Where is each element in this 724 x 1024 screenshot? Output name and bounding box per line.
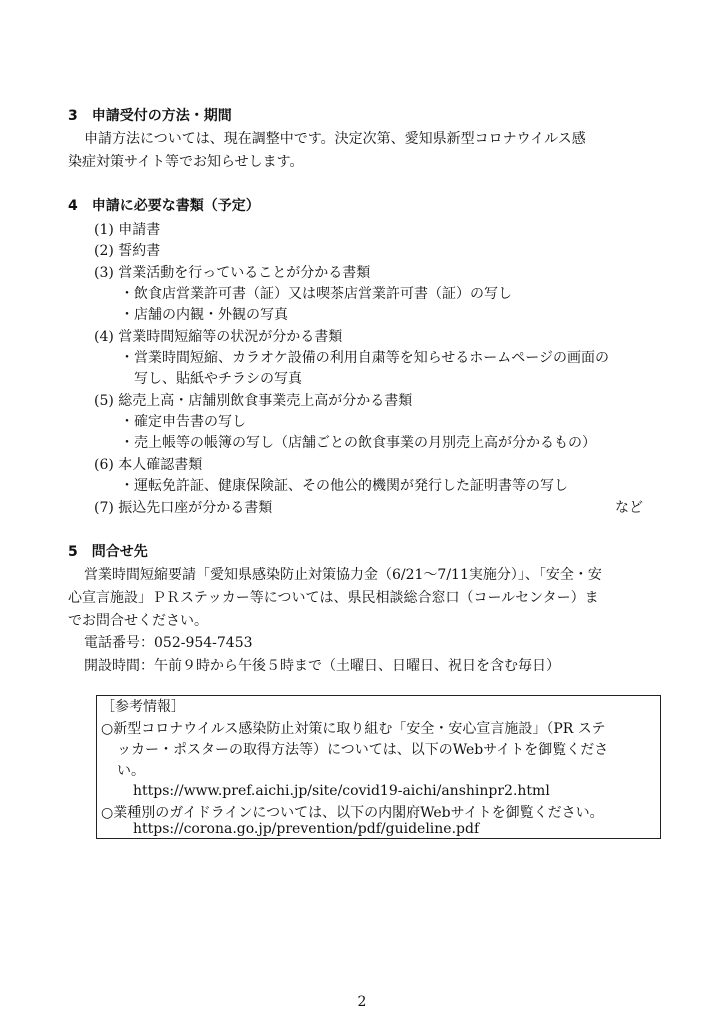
reference-item1-url[interactable]: https://www.pref.aichi.jp/site/covid19-aichi/anshinpr2.html [133, 783, 550, 799]
section4-item7: (7) 振込先口座が分かる書類 [94, 500, 273, 516]
reference-item2-line1: ○業種別のガイドラインについては、以下の内閣府Webサイトを御覧ください。 [101, 805, 604, 821]
section4-item7-suffix: など [615, 500, 643, 516]
section3-body-line1: 申請方法については、現在調整中です。決定次第、愛知県新型コロナウイルス感 [84, 131, 586, 147]
section4-item3-sub1: ・飲食店営業許可書（証）又は喫茶店営業許可書（証）の写し [120, 286, 512, 302]
reference-item1-line2: ッカー・ポスターの取得方法等）については、以下のWebサイトを御覧くださ [117, 742, 609, 758]
section4-item5-sub1: ・確定申告書の写し [120, 414, 246, 430]
section4-item4-sub1-line1: ・営業時間短縮、カラオケ設備の利用自粛等を知らせるホームページの画面の [120, 350, 610, 366]
section4-item6-sub1: ・運転免許証、健康保険証、その他公的機関が発行した証明書等の写し [120, 478, 568, 494]
reference-item1-line3: い。 [117, 763, 145, 779]
section4-item1: (1) 申請書 [94, 222, 161, 238]
page-number: 2 [357, 994, 367, 1010]
section4-item6: (6) 本人確認書類 [94, 457, 203, 473]
section5-body-line1: 営業時間短縮要請「愛知県感染防止対策協力金（6/21～7/11実施分）」、「安全・安 [84, 567, 602, 583]
section5-body-line2: 心宣言施設」ＰＲステッカー等については、県民相談総合窓口（コールセンター）ま [68, 590, 599, 606]
section4-heading: 4 申請に必要な書類（予定） [68, 198, 260, 214]
section4-item3-sub2: ・店舗の内観・外観の写真 [120, 307, 288, 323]
section3-body-line2: 染症対策サイト等でお知らせします。 [68, 154, 304, 170]
section4-item5: (5) 総売上高・店舗別飲食事業売上高が分かる書類 [94, 393, 413, 409]
reference-box [96, 695, 661, 839]
section5-body-line3: でお問合せください。 [68, 613, 208, 629]
section5-hours: 開設時間：午前９時から午後５時まで（土曜日、日曜日、祝日を含む毎日） [84, 658, 560, 674]
section3-heading: 3 申請受付の方法・期間 [68, 108, 232, 124]
section4-item3: (3) 営業活動を行っていることが分かる書類 [94, 265, 371, 281]
reference-item1-line1: ○新型コロナウイルス感染防止対策に取り組む「安全・安心宣言施設」（PR ステ [101, 721, 606, 737]
reference-label: ［参考情報］ [101, 699, 185, 715]
section4-item2: (2) 誓約書 [94, 243, 161, 259]
section4-item4-sub1-line2: 写し、貼紙やチラシの写真 [134, 371, 302, 387]
section5-heading: 5 問合せ先 [68, 544, 148, 560]
reference-item2-url[interactable]: https://corona.go.jp/prevention/pdf/guideline.pdf [133, 821, 480, 837]
section5-phone: 電話番号：052-954-7453 [84, 635, 253, 651]
section4-item4: (4) 営業時間短縮等の状況が分かる書類 [94, 329, 343, 345]
section4-item5-sub2: ・売上帳等の帳簿の写し（店舗ごとの飲食事業の月別売上高が分かるもの） [120, 435, 596, 451]
